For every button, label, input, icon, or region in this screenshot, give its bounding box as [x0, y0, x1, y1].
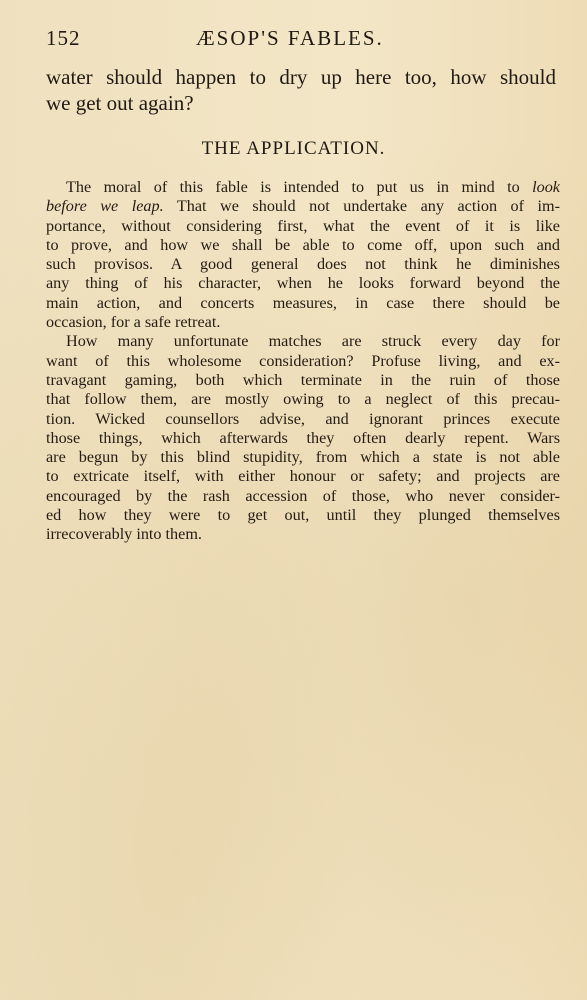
- paragraph-line: those things, which afterwards they often dearly repent. Wars: [46, 428, 560, 447]
- continuation-text: [46, 64, 556, 116]
- paragraph-line: are begun by this blind stupidity, from which a state is not able: [46, 448, 560, 467]
- paragraph-line: to prove, and how we shall be able to come off, upon such and: [46, 235, 560, 254]
- paragraph-1: [46, 178, 560, 332]
- paragraph-line: travagant gaming, both which terminate in the ruin of those: [46, 370, 560, 389]
- paragraph-line: ed how they were to get out, until they plunged themselves: [46, 506, 560, 525]
- paragraph-line: want of this wholesome consideration? Profuse living, and ex-: [46, 351, 560, 370]
- paragraph-line: any thing of his character, when he looks forward beyond the: [46, 274, 560, 293]
- section-heading: THE APPLICATION.: [201, 138, 386, 159]
- paragraph-line: irrecoverably into them.: [46, 525, 202, 544]
- paragraph-line: [46, 197, 560, 216]
- application-body: [46, 178, 560, 545]
- paragraph-line: occasion, for a safe retreat.: [46, 313, 221, 332]
- continuation-line: water should happen to dry up here too, how should: [46, 65, 556, 89]
- italic-phrase: before we leap.: [46, 197, 164, 216]
- continuation-line: we get out again?: [46, 91, 194, 115]
- paragraph-line: [46, 178, 560, 197]
- paragraph-line: that follow them, are mostly owing to a neglect of this precau-: [46, 390, 560, 409]
- paragraph-line: main action, and concerts measures, in case there should be: [46, 293, 560, 312]
- page-number: 152: [46, 26, 81, 50]
- text-run: That we should not undertake any action of im-: [163, 197, 561, 216]
- paragraph-line: How many unfortunate matches are struck every day for: [66, 332, 560, 351]
- paragraph-line: encouraged by the rash accession of those, who never consider-: [46, 486, 560, 505]
- paragraph-line: tion. Wicked counsellors advise, and ignorant princes execute: [46, 409, 560, 428]
- running-title: ÆSOP'S FABLES.: [196, 26, 384, 50]
- text-run: The moral of this fable is intended to put us in mind to: [66, 178, 533, 196]
- paragraph-line: portance, without considering first, what the event of it is like: [46, 216, 560, 235]
- paragraph-line: to extricate itself, with either honour or safety; and projects are: [46, 467, 560, 486]
- paragraph-line: such provisos. A good general does not think he diminishes: [46, 255, 560, 274]
- paragraph-2: [46, 332, 560, 544]
- italic-phrase: look: [532, 178, 560, 196]
- page-header: [46, 26, 541, 54]
